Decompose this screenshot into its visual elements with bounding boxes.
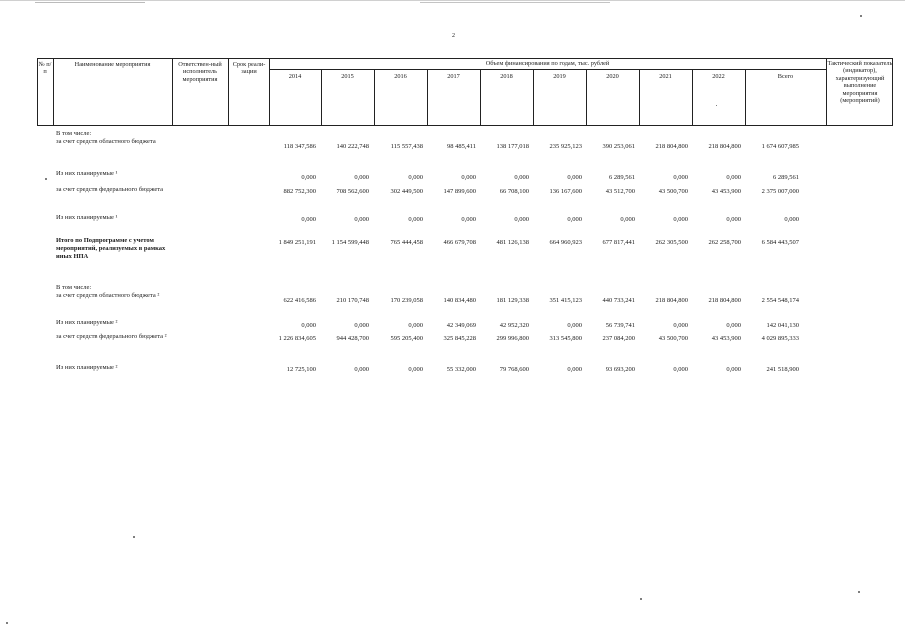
header-executor: Ответствен-ный исполнитель мероприятия (178, 61, 222, 83)
row-year-value: 0,000 (567, 174, 582, 181)
row-year-value: 140 834,480 (443, 297, 476, 304)
row-year-value: 765 444,458 (390, 239, 423, 246)
row-year-value: 181 129,338 (496, 297, 529, 304)
row-year-value: 481 126,138 (496, 239, 529, 246)
row-year-value: 79 768,600 (499, 366, 529, 373)
row-year-value: 0,000 (673, 322, 688, 329)
page-number: 2 (452, 33, 455, 39)
header-term: Срок реали-зации (232, 61, 266, 76)
row-year-value: 210 170,748 (336, 297, 369, 304)
row-year-value: 0,000 (301, 216, 316, 223)
row-total-value: 0,000 (784, 216, 799, 223)
header-year: 2014 (288, 73, 302, 80)
header-year: 2017 (447, 73, 460, 80)
row-year-value: 0,000 (354, 174, 369, 181)
scan-edge-mark-2 (420, 2, 610, 3)
row-year-value: 0,000 (408, 366, 423, 373)
row-year-value: 115 557,438 (390, 143, 423, 150)
row-year-value: 0,000 (673, 174, 688, 181)
row-year-value: 0,000 (408, 216, 423, 223)
row-total-value: 241 518,900 (766, 366, 799, 373)
row-year-value: 55 332,000 (446, 366, 476, 373)
row-year-value: 237 084,200 (602, 335, 635, 342)
row-year-value: 0,000 (726, 322, 741, 329)
row-year-value: 390 253,061 (602, 143, 635, 150)
row-year-value: 136 167,600 (549, 188, 582, 195)
row-total-value: 6 584 443,507 (761, 239, 799, 246)
row-year-value: 118 347,586 (283, 143, 316, 150)
row-label: Из них планируемые ¹ (56, 170, 118, 177)
header-year: 2019 (553, 73, 566, 80)
row-year-value: 0,000 (726, 216, 741, 223)
row-total-value: 4 029 895,333 (761, 335, 799, 342)
row-label: за счет средств федерального бюджета ² (56, 333, 167, 340)
row-year-value: 299 996,800 (496, 335, 529, 342)
row-year-value: 0,000 (301, 174, 316, 181)
table-header (37, 58, 892, 126)
row-year-value: 440 733,241 (602, 297, 635, 304)
row-total-value: 142 041,130 (766, 322, 799, 329)
row-year-value: 56 739,741 (605, 322, 635, 329)
row-year-value: 0,000 (567, 322, 582, 329)
header-year: 2022 (712, 73, 725, 80)
row-year-value: 882 752,300 (283, 188, 316, 195)
row-total-value: 2 375 007,000 (761, 188, 799, 195)
row-total-value: 6 289,561 (773, 174, 799, 181)
row-year-value: 664 960,923 (549, 239, 582, 246)
row-year-value: 0,000 (461, 174, 476, 181)
row-year-value: 1 849 251,191 (278, 239, 316, 246)
header-year: 2015 (341, 73, 354, 80)
row-year-value: 43 500,700 (658, 188, 688, 195)
row-year-value: 0,000 (567, 216, 582, 223)
scan-dot (6, 622, 8, 624)
row-year-value: 6 289,561 (609, 174, 635, 181)
scan-dot (858, 591, 860, 593)
row-year-value: 138 177,018 (496, 143, 529, 150)
scan-edge-mark-1 (35, 2, 145, 3)
row-year-value: 0,000 (514, 174, 529, 181)
row-year-value: 43 453,900 (711, 335, 741, 342)
scan-dot (45, 178, 47, 180)
row-year-value: 466 679,708 (443, 239, 476, 246)
header-year: 2018 (500, 73, 513, 80)
row-year-value: 0,000 (726, 366, 741, 373)
row-year-value: 0,000 (301, 322, 316, 329)
row-year-value: 42 952,320 (499, 322, 529, 329)
row-year-value: 313 545,800 (549, 335, 582, 342)
header-indicator: Тактический показатель (индикатор), характеризующий выполнение мероприятия (мероприятий) (827, 60, 893, 105)
row-year-value: 0,000 (673, 366, 688, 373)
header-num: № п/п (38, 61, 52, 76)
row-year-value: 0,000 (620, 216, 635, 223)
row-label: В том числе: за счет средств областного бюджета (56, 130, 156, 145)
row-total-value: 1 674 607,985 (761, 143, 799, 150)
row-year-value: 677 817,441 (602, 239, 635, 246)
row-year-value: 0,000 (726, 174, 741, 181)
row-year-value: 218 804,800 (708, 297, 741, 304)
row-year-value: 302 449,500 (390, 188, 423, 195)
row-year-value: 262 305,500 (655, 239, 688, 246)
row-year-value: 235 925,123 (549, 143, 582, 150)
row-year-value: 0,000 (408, 174, 423, 181)
row-year-value: 147 899,600 (443, 188, 476, 195)
header-funding: Объем финансирования по годам, тыс. рублей (485, 60, 610, 67)
row-year-value: 1 154 599,448 (331, 239, 369, 246)
row-year-value: 93 693,200 (605, 366, 635, 373)
row-label: за счет средств федерального бюджета (56, 186, 164, 193)
row-year-value: 98 485,411 (446, 143, 476, 150)
row-year-value: 140 222,748 (336, 143, 369, 150)
row-year-value: 0,000 (354, 366, 369, 373)
scan-dot (860, 15, 862, 17)
row-year-value: 12 725,100 (286, 366, 316, 373)
row-year-value: 0,000 (408, 322, 423, 329)
header-year: 2016 (394, 73, 407, 80)
row-year-value: 351 415,123 (549, 297, 582, 304)
row-year-value: 944 428,700 (336, 335, 369, 342)
row-year-value: 43 500,700 (658, 335, 688, 342)
row-year-value: 595 205,400 (390, 335, 423, 342)
header-year: 2020 (606, 73, 619, 80)
row-year-value: 1 226 834,605 (278, 335, 316, 342)
header-total: Всего (777, 73, 794, 80)
row-year-value: 262 258,700 (708, 239, 741, 246)
row-year-value: 43 453,900 (711, 188, 741, 195)
row-year-value: 170 239,058 (390, 297, 423, 304)
header-year: 2021 (659, 73, 672, 80)
scan-dot (133, 536, 135, 538)
row-year-value: 708 562,600 (336, 188, 369, 195)
row-year-value: 66 708,100 (499, 188, 529, 195)
row-year-value: 218 804,800 (708, 143, 741, 150)
row-total-value: 2 554 548,174 (761, 297, 799, 304)
row-year-value: 43 512,700 (605, 188, 635, 195)
row-year-value: 622 416,586 (283, 297, 316, 304)
row-label: Из них планируемые ² (56, 319, 118, 326)
row-year-value: 0,000 (514, 216, 529, 223)
row-label: Из них планируемые ¹ (56, 214, 118, 221)
row-year-value: 325 845,228 (443, 335, 476, 342)
row-year-value: 42 349,069 (446, 322, 476, 329)
row-label: В том числе: за счет средств областного бюджета ² (56, 284, 160, 299)
row-year-value: 0,000 (354, 216, 369, 223)
scan-edge-top (0, 0, 905, 1)
row-year-value: 0,000 (567, 366, 582, 373)
row-year-value: 0,000 (354, 322, 369, 329)
scan-dot (640, 598, 642, 600)
row-year-value: 218 804,800 (655, 143, 688, 150)
row-label: Из них планируемые ² (56, 364, 118, 371)
row-year-value: 218 804,800 (655, 297, 688, 304)
row-label: Итого по Подпрограмме с учетом мероприятий, реализуемых в рамках иных НПА (56, 237, 166, 260)
header-name: Наименование мероприятия (74, 61, 151, 68)
row-year-value: 0,000 (461, 216, 476, 223)
row-year-value: 0,000 (673, 216, 688, 223)
